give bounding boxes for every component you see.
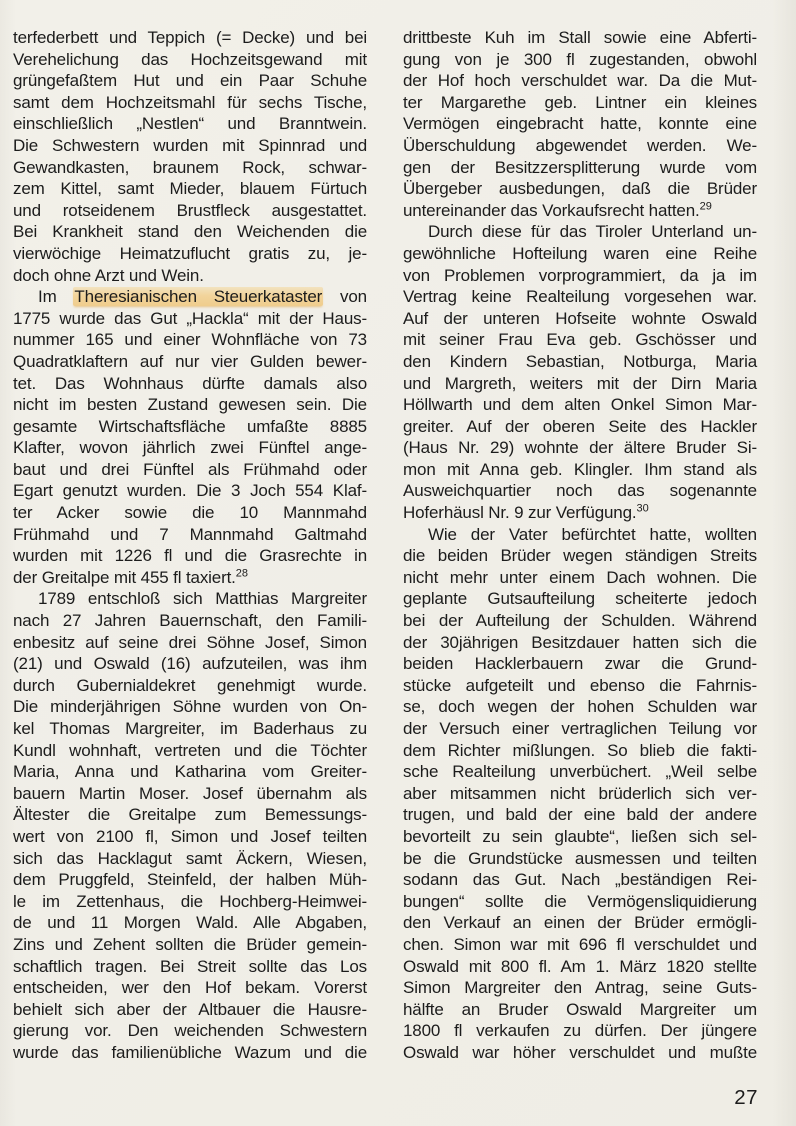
text-line: bei der Aufteilung der Schulden. Während bbox=[403, 611, 757, 631]
text-line: schaftlich tragen. Bei Streit sollte das Los bbox=[13, 956, 367, 976]
text-line: sche Realteilung unverbüchert. „Weil selbe bbox=[403, 762, 757, 782]
text-line: enbesitz auf seine drei Söhne Josef, Simon bbox=[13, 632, 367, 652]
text-line: chen. Simon war mit 696 fl verschuldet und bbox=[403, 934, 757, 954]
text-line: und Margreth, weiters mit der Dirn Maria bbox=[403, 373, 757, 393]
text-line: ter Margarethe geb. Lintner ein kleines bbox=[403, 92, 757, 112]
text-line: aber mitsammen nicht brüderlich sich ver- bbox=[403, 783, 757, 803]
text-line: Überschuldung abgewendet werden. We- bbox=[403, 135, 757, 155]
text-line: drittbeste Kuh im Stall sowie eine Abferti- bbox=[403, 28, 757, 47]
text-line: entscheiden, wer den Hof bekam. Vorerst bbox=[13, 978, 367, 998]
footnote-ref: 28 bbox=[235, 567, 249, 580]
highlight-marker: Theresianischen Steuerkataster bbox=[74, 287, 323, 307]
text-line: untereinander das Vorkaufsrecht hatten.$^{29}$ bbox=[403, 200, 712, 220]
text-line: den Kindern Sebastian, Notburga, Maria bbox=[403, 351, 757, 371]
text-line: geplante Gutsaufteilung scheiterte jedoch bbox=[403, 589, 757, 609]
text-line: gesamte Wirtschaftsfläche umfaßte 8885 bbox=[13, 416, 367, 436]
text-line: Auf der unteren Hofseite wohnte Oswald bbox=[403, 308, 757, 328]
text-line: gierung vor. Den weichenden Schwestern bbox=[13, 1021, 367, 1041]
text-line: le im Zettenhaus, die Hochberg-Heimwei- bbox=[13, 891, 367, 911]
text-line: 1775 wurde das Gut „Hackla“ mit der Haus- bbox=[13, 308, 367, 328]
text-line: Vertrag keine Realteilung vorgesehen war. bbox=[403, 287, 757, 307]
text-line: nicht im besten Zustand gewesen sein. Die bbox=[13, 395, 367, 415]
text-line: einschließlich „Nestlen“ und Branntwein. bbox=[13, 114, 367, 134]
text-line: Bei Krankheit stand den Weichenden die bbox=[13, 222, 367, 242]
text-line: (21) und Oswald (16) aufzuteilen, was ihm bbox=[13, 654, 367, 674]
text-line: trugen, und bald der eine bald der andere bbox=[403, 805, 757, 825]
text-line: Ältester die Greitalpe zum Bemessungs- bbox=[13, 805, 367, 825]
text-line: terfederbett und Teppich (= Decke) und bei bbox=[13, 28, 367, 47]
footnote-ref: 30 bbox=[636, 502, 649, 515]
text-line: ter Acker sowie die 10 Mannmahd bbox=[13, 503, 367, 523]
text-line: Höllwarth und dem alten Onkel Simon Mar- bbox=[403, 395, 757, 415]
text-line: Klafter, wovon jährlich zwei Fünftel ange- bbox=[13, 438, 367, 458]
text-line: die beiden Brüder wegen ständigen Streits bbox=[403, 546, 757, 566]
text-line: kel Thomas Margreiter, im Baderhaus zu bbox=[13, 719, 367, 738]
text-line: wurde das familienübliche Wazum und die bbox=[13, 1042, 367, 1062]
text-line: mon mit Anna geb. Klingler. Ihm stand als bbox=[403, 459, 757, 479]
text-line: durch Gubernialdekret genehmigt wurde. bbox=[13, 675, 367, 695]
text-line: (Haus Nr. 29) wohnte der ältere Bruder Si- bbox=[403, 438, 757, 458]
text-line: Vermögen eingebracht hatte, konnte eine bbox=[403, 114, 757, 134]
text-line: dem Pruggfeld, Steinfeld, der halben Müh- bbox=[13, 870, 367, 890]
text-line: Frühmahd und 7 Mannmahd Galtmahd bbox=[13, 524, 367, 544]
text-line: Die Schwestern wurden mit Spinnrad und bbox=[13, 135, 367, 155]
text-line: bevorteilt zu sein glaubte“, ließen sich sel- bbox=[403, 826, 757, 846]
text-line: Gewandkasten, braunem Rock, schwar- bbox=[13, 157, 367, 177]
text-line: nummer 165 und einer Wohnfläche von 73 bbox=[13, 330, 367, 350]
text-line: Wie der Vater befürchtet hatte, wollten bbox=[428, 524, 757, 544]
text-line: se, doch wegen der hohen Schulden war bbox=[403, 697, 757, 717]
text-line: Egart genutzt wurden. Die 3 Joch 554 Klaf- bbox=[13, 481, 367, 501]
text-line: Durch diese für das Tiroler Unterland un- bbox=[428, 222, 757, 242]
text-line: zem Kittel, samt Mieder, blauem Fürtuch bbox=[13, 179, 367, 199]
text-line: stücke aufgeteilt und ebenso die Fahrnis- bbox=[403, 675, 757, 695]
text-line: und rotseidenem Brustfleck ausgestattet. bbox=[13, 200, 367, 220]
text-line: der 30jährigen Besitzdauer hatten sich die bbox=[403, 632, 757, 652]
text-line: Verehelichung das Hochzeitsgewand mit bbox=[13, 49, 367, 69]
text-line: der Versuch einer vertraglichen Teilung vor bbox=[403, 719, 757, 738]
text-line: von Problemen vorprogrammiert, da ja im bbox=[403, 265, 757, 285]
text-line: beiden Hacklerbauern zwar die Grund- bbox=[403, 654, 757, 674]
text-column-right bbox=[403, 27, 757, 1064]
text-line: gen der Besitzzersplitterung wurde vom bbox=[403, 157, 757, 177]
text-line: be die Grundstücke ausmessen und teilten bbox=[403, 848, 757, 868]
text-line: Ausweichquartier noch das sogenannte bbox=[403, 481, 757, 501]
text-line: tet. Das Wohnhaus dürfte damals also bbox=[13, 373, 367, 393]
text-line: Kundl wohnhaft, vertreten und die Töchter bbox=[13, 740, 367, 760]
text-line: bungen“ sollte die Vermögensliquidierung bbox=[403, 891, 757, 911]
text-line: mit seiner Frau Eva geb. Gschösser und bbox=[403, 330, 757, 350]
text-line: greiter. Auf der oberen Seite des Hackler bbox=[403, 416, 757, 436]
text-line: gung von je 300 fl zugestanden, obwohl bbox=[403, 49, 757, 69]
text-line: Simon Margreiter den Antrag, seine Guts- bbox=[403, 978, 757, 998]
text-line: Übergeber ausbedungen, daß die Brüder bbox=[403, 179, 757, 199]
page-number: 27 bbox=[734, 1086, 758, 1109]
text-line: der Hof hoch verschuldet war. Da die Mut- bbox=[403, 71, 757, 91]
footnote-ref: 29 bbox=[699, 200, 712, 213]
text-line: der Greitalpe mit 455 fl taxiert.$^{28}$ bbox=[13, 567, 249, 587]
text-line: Oswald mit 800 fl. Am 1. März 1820 stellte bbox=[403, 956, 757, 976]
text-line: samt dem Hochzeitsmahl für sechs Tische, bbox=[13, 92, 367, 112]
text-line: vierwöchige Heimatzuflucht gratis zu, je- bbox=[13, 243, 367, 263]
text-line: behielt sich aber der Altbauer die Hausre- bbox=[13, 999, 367, 1019]
text-line: wurden mit 1226 fl und die Grasrechte in bbox=[13, 546, 367, 566]
text-line: Oswald war höher verschuldet und mußte bbox=[403, 1042, 757, 1062]
text-line: den Verkauf an einen der Brüder ermögli- bbox=[403, 913, 757, 933]
text-line: bauern Martin Moser. Josef übernahm als bbox=[13, 783, 367, 803]
text-line: Hoferhäusl Nr. 9 zur Verfügung.$^{30}$ bbox=[403, 502, 649, 523]
text-line: Die minderjährigen Söhne wurden von On- bbox=[13, 697, 367, 717]
text-line: dem Richter mißlungen. So blieb die fakti- bbox=[403, 740, 757, 760]
text-line: sodann das Gut. Nach „beständigen Rei- bbox=[403, 870, 757, 890]
text-line: 1789 entschloß sich Matthias Margreiter bbox=[38, 589, 367, 609]
text-line: grüngefaßtem Hut und ein Paar Schuhe bbox=[13, 71, 367, 91]
text-line: baut und drei Fünftel als Frühmahd oder bbox=[13, 459, 367, 479]
text-line: wert von 2100 fl, Simon und Josef teilten bbox=[13, 826, 367, 846]
text-line: de und 11 Morgen Wald. Alle Abgaben, bbox=[13, 913, 367, 933]
text-line: Maria, Anna und Katharina vom Greiter- bbox=[13, 762, 367, 782]
text-line: gewöhnliche Hofteilung waren eine Reihe bbox=[403, 243, 757, 263]
text-line: 1800 fl verkaufen zu dürfen. Der jüngere bbox=[403, 1021, 757, 1041]
text-line: nach 27 Jahren Bauernschaft, den Famili- bbox=[13, 611, 367, 631]
text-line: hälfte an Bruder Oswald Margreiter um bbox=[403, 999, 757, 1019]
text-line: Quadratklaftern auf nur vier Gulden bewer- bbox=[13, 351, 367, 371]
text-line: doch ohne Arzt und Wein. bbox=[13, 265, 204, 285]
text-line: Zins und Zehent sollten die Brüder gemein- bbox=[13, 934, 367, 954]
text-line: sich das Hacklagut samt Äckern, Wiesen, bbox=[13, 848, 367, 868]
text-line: Im Theresianischen Steuerkataster von bbox=[38, 287, 367, 307]
text-line: nicht mehr unter einem Dach wohnen. Die bbox=[403, 567, 757, 587]
text-column-left bbox=[13, 27, 367, 1064]
